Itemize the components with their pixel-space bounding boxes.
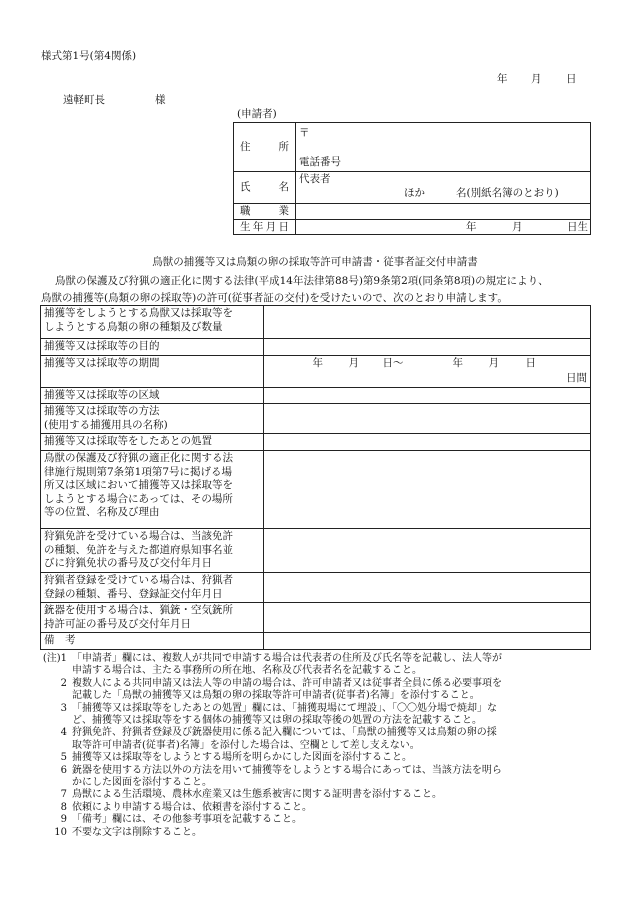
table-row xyxy=(41,339,591,356)
purpose-label: 捕獲等又は採取等の目的 xyxy=(41,339,264,356)
species-quantity-field[interactable] xyxy=(264,306,591,339)
application-table xyxy=(40,305,591,650)
notes-lead: (注) xyxy=(42,653,61,664)
table-row xyxy=(41,603,591,633)
phone-label: 電話番号 xyxy=(299,155,341,168)
others-label: ほか xyxy=(404,186,425,199)
list-item xyxy=(37,752,597,764)
date-year-label: 年 xyxy=(497,73,508,85)
note-number: 8 xyxy=(60,801,67,813)
addressee-honorific: 様 xyxy=(155,94,166,106)
hunter-registration-field[interactable] xyxy=(264,572,591,602)
note-number: 2 xyxy=(60,677,67,689)
list-item xyxy=(37,789,597,801)
period-field[interactable] xyxy=(264,355,591,387)
applicant-heading: (申請者) xyxy=(237,108,277,120)
list-item xyxy=(37,827,597,839)
occupation-field[interactable] xyxy=(296,204,591,220)
table-row xyxy=(41,306,591,339)
note-text: 「捕獲等又は採取等をしたあとの処置」欄には、「捕獲現場にて埋設」、「〇〇処分場で焼却」な ど、捕獲等又は採取等をする個体の捕獲等又は卵の採取等後の処置の方法を記載すること。 xyxy=(72,702,497,727)
name-label: 氏 名 xyxy=(234,172,296,204)
postal-mark: 〒 xyxy=(299,127,310,139)
table-row xyxy=(41,434,591,451)
area-field[interactable] xyxy=(264,387,591,404)
addressee-name: 遠軽町長 xyxy=(63,94,105,106)
dob-label: 生年月日 xyxy=(234,219,296,235)
note-text: 不要な文字は削除すること。 xyxy=(72,826,202,838)
note-text: 捕獲等又は採取等をしようとする場所を明らかにした図面を添付すること。 xyxy=(72,752,412,764)
note-number: 5 xyxy=(60,752,67,764)
method-label: 捕獲等又は採取等の方法 (使用する捕獲用具の名称) xyxy=(41,404,264,434)
table-row xyxy=(41,404,591,434)
note-text: 「申請者」欄には、複数人が共同で申請する場合は代表者の住所及び氏名等を記載し、法人等が 申請する場合は、主たる事務所の所在地、名称及び代表者名を記載すること。 xyxy=(72,653,502,677)
note-text: 鳥獣による生活環境、農林水産業又は生態系被害に関する証明書を添付すること。 xyxy=(72,789,442,801)
date-day-label: 日 xyxy=(566,73,577,85)
period-end-month: 月 xyxy=(488,356,499,369)
address-field[interactable] xyxy=(296,123,591,172)
note-text: 銃器を使用する方法以外の方法を用いて捕獲等をしようとする場合にあっては、当該方法を明ら かにした図面を添付すること。 xyxy=(72,764,502,789)
area-label: 捕獲等又は採取等の区域 xyxy=(41,387,264,404)
note-number: 3 xyxy=(60,702,67,714)
notes-section xyxy=(37,653,597,839)
species-quantity-label: 捕獲等をしようとする鳥獣又は採取等を しようとする鳥類の卵の種類及び数量 xyxy=(41,306,264,339)
hunter-registration-label: 狩猟者登録を受けている場合は、狩猟者 登録の種類、番号、登録証交付年月日 xyxy=(41,572,264,602)
period-end-day: 日 xyxy=(525,356,536,369)
dob-year: 年 xyxy=(466,220,477,233)
note-text: 依頼により申請する場合は、依頼書を添付すること。 xyxy=(72,801,312,813)
method-field[interactable] xyxy=(264,404,591,434)
list-item xyxy=(37,678,597,703)
purpose-field[interactable] xyxy=(264,339,591,356)
list-item xyxy=(37,765,597,790)
document-title: 鳥獣の捕獲等又は鳥類の卵の採取等許可申請書・従事者証交付申請書 xyxy=(152,256,478,268)
applicant-occupation-row xyxy=(234,204,591,220)
remarks-field[interactable] xyxy=(264,633,591,650)
period-end-year: 年 xyxy=(452,356,463,369)
intro-line-2: 鳥獣の捕獲等(鳥類の卵の採取等)の許可(従事者証の交付)を受けたいので、次のとおり申請します。 xyxy=(41,292,508,304)
representative-label: 代表者 xyxy=(299,173,331,185)
note-number: 10 xyxy=(54,826,67,838)
list-item xyxy=(37,727,597,752)
applicant-name-row xyxy=(234,172,591,204)
period-days-suffix: 日間 xyxy=(566,371,587,384)
dob-day: 日生 xyxy=(567,220,588,233)
disposal-label: 捕獲等又は採取等をしたあとの処置 xyxy=(41,434,264,451)
list-item xyxy=(37,703,597,728)
table-row xyxy=(41,633,591,650)
firearm-permit-field[interactable] xyxy=(264,603,591,633)
applicant-address-row xyxy=(234,123,591,172)
date-month-label: 月 xyxy=(531,73,542,85)
dob-field[interactable] xyxy=(296,219,591,235)
period-start-month: 月 xyxy=(348,356,359,369)
firearm-permit-label: 銃器を使用する場合は、猟銃・空気銃所 持許可証の番号及び交付年月日 xyxy=(41,603,264,633)
table-row xyxy=(41,572,591,602)
hunting-license-label: 狩猟免許を受けている場合は、当該免許 の種類、免許を与えた都道府県知事名並 びに狩猟免状の番号及び交付年月日 xyxy=(41,528,264,572)
period-start-year: 年 xyxy=(312,356,323,369)
list-item xyxy=(37,802,597,814)
remarks-label: 備 考 xyxy=(41,633,264,650)
applicant-table xyxy=(233,122,591,235)
special-area-field[interactable] xyxy=(264,450,591,528)
note-number: 1 xyxy=(60,653,67,664)
form-number: 様式第1号(第4関係) xyxy=(41,50,137,62)
dob-month: 月 xyxy=(512,220,523,233)
table-row xyxy=(41,450,591,528)
table-row xyxy=(41,355,591,387)
list-item xyxy=(37,814,597,826)
note-number: 7 xyxy=(60,789,67,801)
table-row xyxy=(41,387,591,404)
occupation-label: 職 業 xyxy=(234,204,296,220)
note-text: 狩猟免許、狩猟者登録及び銃器使用に係る記入欄については、「鳥獣の捕獲等又は鳥類の卵の採 取等許可申請者(従事者)名簿」を添付した場合は、空欄として差し支えない。 xyxy=(72,727,497,751)
note-number: 6 xyxy=(60,764,67,776)
note-text: 「備考」欄には、その他参考事項を記載すること。 xyxy=(72,814,302,826)
others-suffix: 名(別紙名簿のとおり) xyxy=(456,186,559,199)
period-label: 捕獲等又は採取等の期間 xyxy=(41,355,264,387)
name-field[interactable] xyxy=(296,172,591,204)
list-item xyxy=(37,653,597,678)
note-number: 9 xyxy=(60,814,67,826)
hunting-license-field[interactable] xyxy=(264,528,591,572)
table-row xyxy=(41,528,591,572)
address-label: 住 所 xyxy=(234,123,296,172)
special-area-label: 鳥獣の保護及び狩猟の適正化に関する法 律施行規則第7条第1項第7号に掲げる場 所又は区域において捕獲等又は採取等を しようとする場合にあっては、その場所 等の位置、名称及び理由 xyxy=(41,450,264,528)
note-number: 4 xyxy=(60,727,67,739)
disposal-field[interactable] xyxy=(264,434,591,451)
applicant-dob-row xyxy=(234,219,591,235)
intro-line-1: 鳥獣の保護及び狩猟の適正化に関する法律(平成14年法律第88号)第9条第2項(同条第8項)の規定により、 xyxy=(55,275,549,287)
note-text: 複数人による共同申請又は法人等の申請の場合は、許可申請者又は従事者全員に係る必要事項を 記載した「鳥獣の捕獲等又は鳥類の卵の採取等許可申請者(従事者)名簿」を添付すること。 xyxy=(72,677,502,702)
period-start-day: 日～ xyxy=(382,356,404,369)
